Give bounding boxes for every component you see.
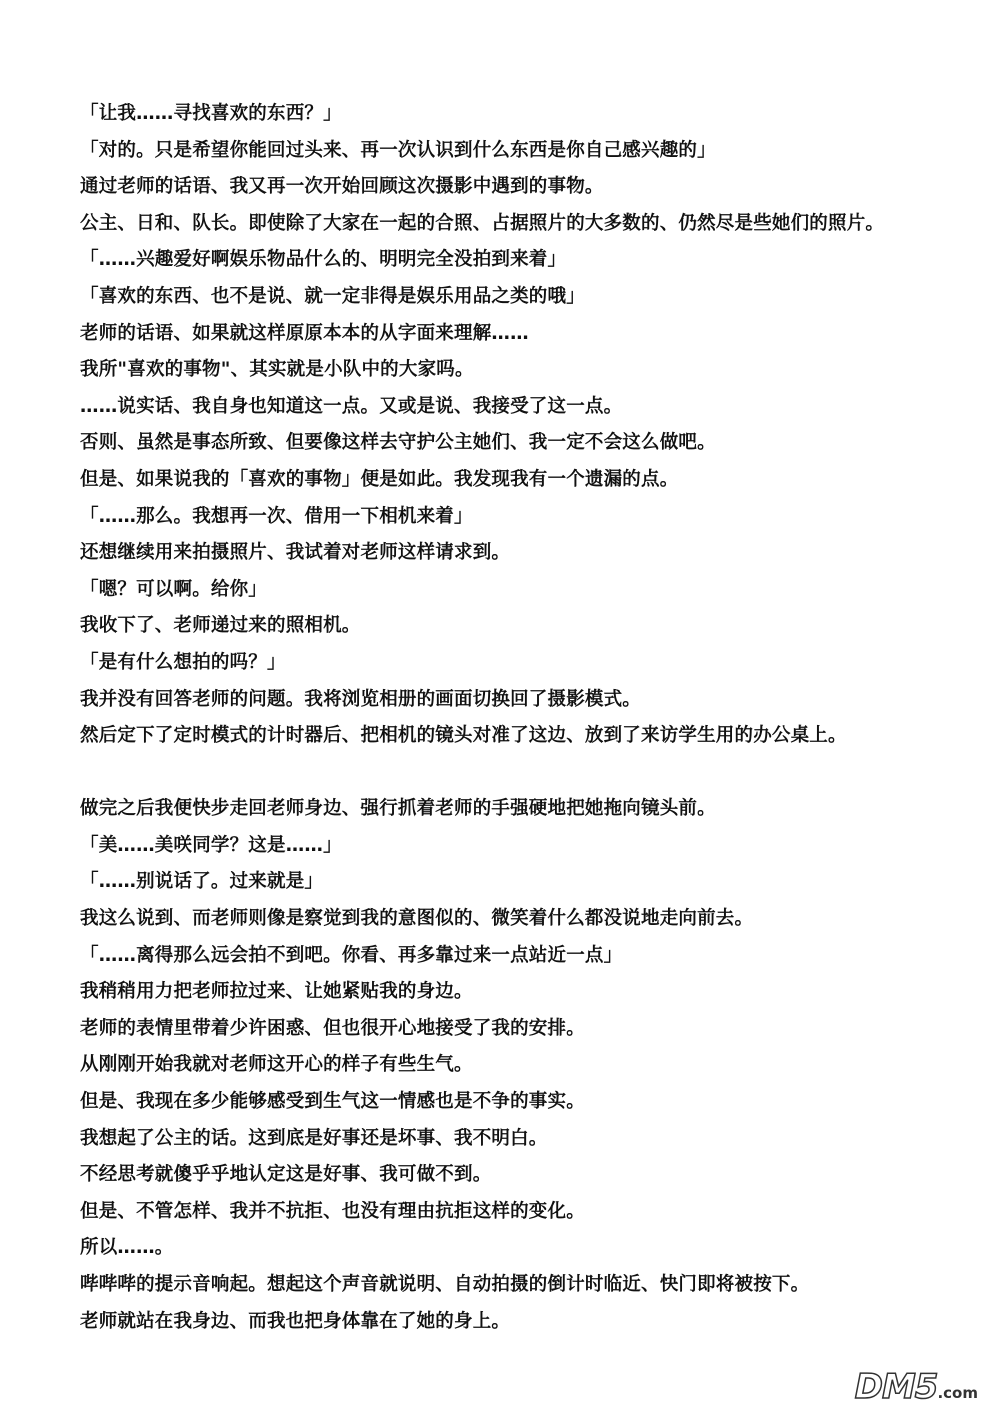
text-line: 但是、如果说我的「喜欢的事物」便是如此。我发现我有一个遗漏的点。 bbox=[80, 468, 679, 490]
text-line: 我所"喜欢的事物"、其实就是小队中的大家吗。 bbox=[80, 359, 474, 381]
text-line: 还想继续用来拍摄照片、我试着对老师这样请求到。 bbox=[80, 542, 511, 564]
text-line: 老师的话语、如果就这样原原本本的从字面来理解…… bbox=[80, 322, 529, 344]
text-line: 「喜欢的东西、也不是说、就一定非得是娱乐用品之类的哦」 bbox=[80, 285, 585, 307]
watermark-brand: DM5 bbox=[854, 1367, 938, 1407]
watermark-suffix: .com bbox=[937, 1384, 978, 1402]
text-line: 但是、不管怎样、我并不抗拒、也没有理由抗拒这样的变化。 bbox=[80, 1200, 585, 1222]
paragraph-gap bbox=[80, 755, 940, 792]
text-line: 不经思考就傻乎乎地认定这是好事、我可做不到。 bbox=[80, 1164, 492, 1186]
text-line: 「……别说话了。过来就是」 bbox=[80, 871, 324, 893]
text-line: ……说实话、我自身也知道这一点。又或是说、我接受了这一点。 bbox=[80, 395, 623, 417]
text-line: 然后定下了定时模式的计时器后、把相机的镜头对准了这边、放到了来访学生用的办公桌上。 bbox=[80, 725, 847, 747]
dm5-watermark-logo bbox=[855, 1367, 978, 1407]
text-line: 老师的表情里带着少许困惑、但也很开心地接受了我的安排。 bbox=[80, 1017, 585, 1039]
text-line: 「对的。只是希望你能回过头来、再一次认识到什么东西是你自己感兴趣的」 bbox=[80, 139, 716, 161]
text-line: 「美……美咲同学？这是……」 bbox=[80, 834, 342, 856]
text-block bbox=[80, 96, 940, 1340]
text-line: 我这么说到、而老师则像是察觉到我的意图似的、微笑着什么都没说地走向前去。 bbox=[80, 908, 754, 930]
text-line: 做完之后我便快步走回老师身边、强行抓着老师的手强硬地把她拖向镜头前。 bbox=[80, 798, 716, 820]
text-line: 我并没有回答老师的问题。我将浏览相册的画面切换回了摄影模式。 bbox=[80, 688, 642, 710]
text-line: 但是、我现在多少能够感受到生气这一情感也是不争的事实。 bbox=[80, 1091, 585, 1113]
text-line: 我想起了公主的话。这到底是好事还是坏事、我不明白。 bbox=[80, 1127, 548, 1149]
text-line: 「让我……寻找喜欢的东西？」 bbox=[80, 103, 342, 124]
text-line: 「是有什么想拍的吗？」 bbox=[80, 651, 286, 673]
text-line: 「嗯？可以啊。给你」 bbox=[80, 578, 268, 600]
text-line: 所以……。 bbox=[80, 1237, 174, 1259]
text-line: 通过老师的话语、我又再一次开始回顾这次摄影中遇到的事物。 bbox=[80, 176, 604, 198]
text-line: 老师就站在我身边、而我也把身体靠在了她的身上。 bbox=[80, 1310, 511, 1332]
text-line: 「……离得那么远会拍不到吧。你看、再多靠过来一点站近一点」 bbox=[80, 944, 623, 966]
text-line: 公主、日和、队长。即使除了大家在一起的合照、占据照片的大多数的、仍然尽是些她们的照片。 bbox=[80, 212, 885, 234]
text-line: 我收下了、老师递过来的照相机。 bbox=[80, 615, 361, 637]
text-line: 否则、虽然是事态所致、但要像这样去守护公主她们、我一定不会这么做吧。 bbox=[80, 432, 716, 454]
text-line: 我稍稍用力把老师拉过来、让她紧贴我的身边。 bbox=[80, 981, 473, 1003]
text-line: 哔哔哔的提示音响起。想起这个声音就说明、自动拍摄的倒计时临近、快门即将被按下。 bbox=[80, 1274, 810, 1295]
text-line: 「……那么。我想再一次、借用一下相机来着」 bbox=[80, 505, 473, 527]
text-line: 「……兴趣爱好啊娱乐物品什么的、明明完全没拍到来着」 bbox=[80, 249, 567, 271]
text-line: 从刚刚开始我就对老师这开心的样子有些生气。 bbox=[80, 1054, 473, 1076]
